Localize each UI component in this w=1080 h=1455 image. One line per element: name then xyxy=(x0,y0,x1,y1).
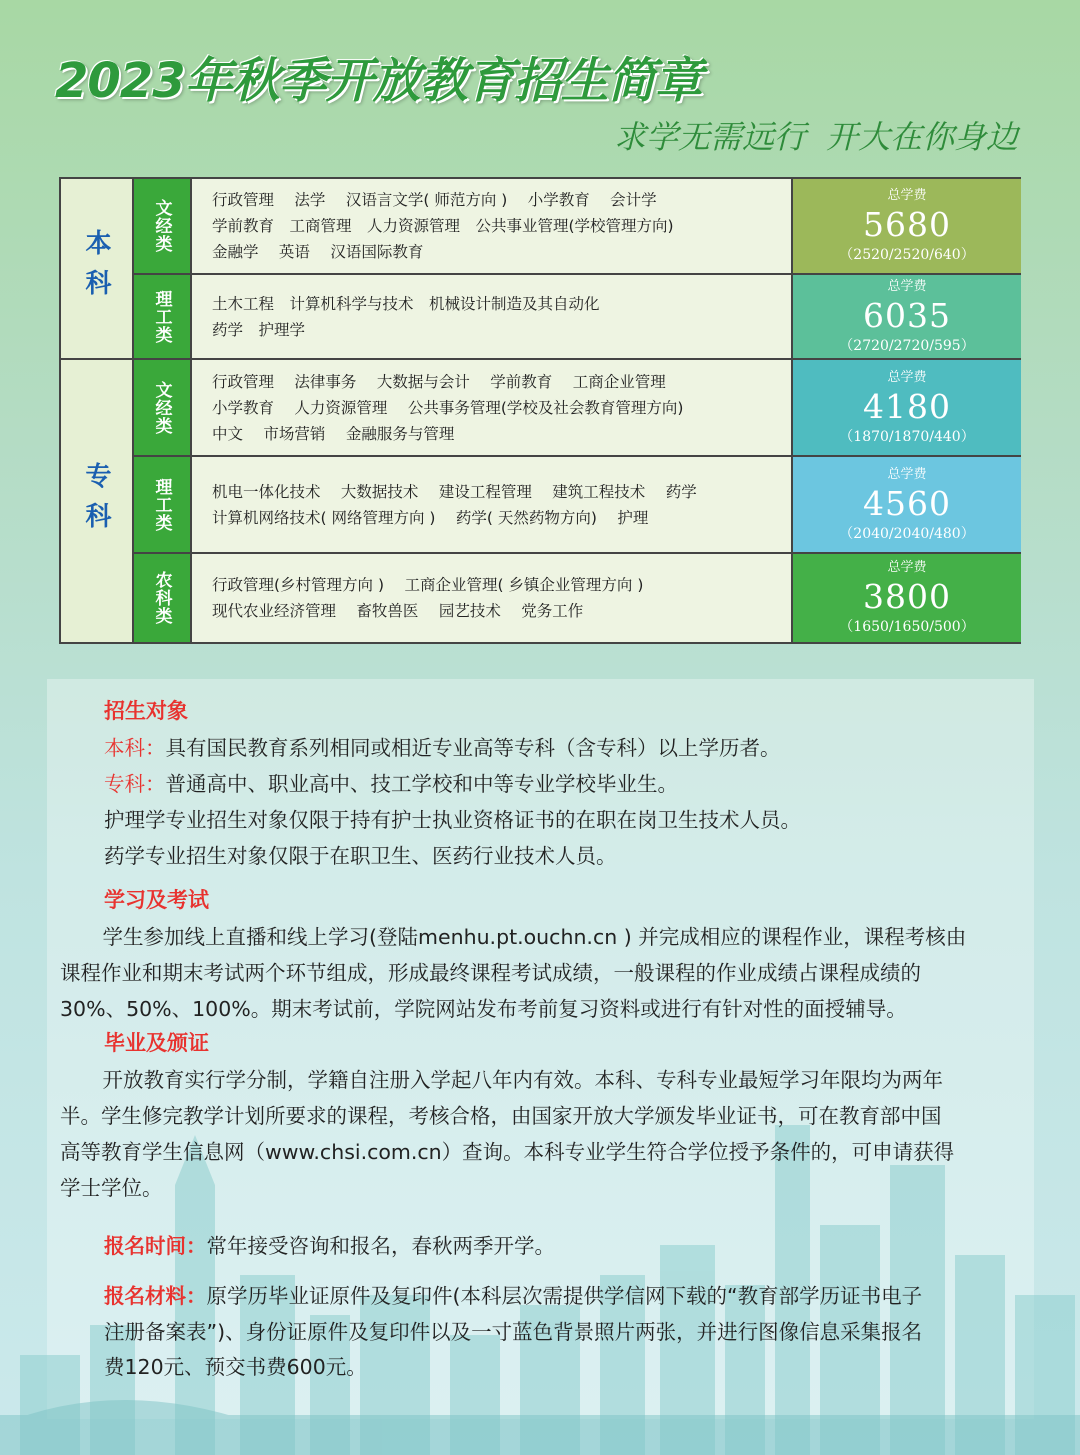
majors-list xyxy=(192,275,793,360)
benke-text: 具有国民教育系列相同或相近专业高等专科（含专科）以上学历者。 xyxy=(165,736,781,760)
zhuanke-requirement xyxy=(104,767,678,797)
fee-label: 总学费 xyxy=(887,466,927,482)
fee-cell xyxy=(793,275,1021,360)
major-line: 行政管理 法律事务 大数据与会计 学前教育 工商企业管理 xyxy=(212,372,666,391)
category-label: 农科类 xyxy=(134,554,192,642)
major-line: 现代农业经济管理 畜牧兽医 园艺技术 党务工作 xyxy=(212,602,584,620)
grad-line: 高等教育学生信息网（www.chsi.com.cn）查询。本科专业学生符合学位授予条件的，可申请获得 xyxy=(60,1140,955,1164)
fee-cell xyxy=(793,179,1021,275)
fee-table xyxy=(59,177,1021,644)
level-zhuanke: 专科 xyxy=(61,360,134,644)
majors-list xyxy=(192,360,793,457)
category-label: 文经类 xyxy=(134,360,192,457)
fee-cell xyxy=(793,457,1021,554)
fee-amount: 6035 xyxy=(863,295,951,335)
grad-line: 半。学生修完教学计划所要求的课程，考核合格，由国家开放大学颁发毕业证书，可在教育部中国 xyxy=(60,1104,942,1128)
materials-line: 费120元、预交书费600元。 xyxy=(104,1355,367,1379)
major-line: 药学 护理学 xyxy=(212,320,306,339)
major-line: 行政管理 法学 汉语言文学( 师范方向 ) 小学教育 会计学 xyxy=(212,191,657,209)
time-label: 报名时间： xyxy=(104,1234,207,1258)
major-line: 土木工程 计算机科学与技术 机械设计制造及其自动化 xyxy=(212,294,600,313)
fee-amount: 4560 xyxy=(863,483,951,523)
fee-cell xyxy=(793,360,1021,457)
fee-amount: 3800 xyxy=(863,577,951,616)
study-line: 30%、50%、100%。期末考试前，学院网站发布考前复习资料或进行有针对性的面授辅导。 xyxy=(60,997,907,1021)
fee-label: 总学费 xyxy=(887,188,927,203)
category-label: 文经类 xyxy=(134,179,192,275)
benke-requirement xyxy=(104,731,781,761)
major-line: 学前教育 工商管理 人力资源管理 公共事业管理(学校管理方向) xyxy=(212,217,674,235)
time-text: 常年接受咨询和报名，春秋两季开学。 xyxy=(206,1234,555,1258)
fee-amount: 5680 xyxy=(863,205,951,244)
material-label: 报名材料： xyxy=(104,1284,207,1308)
category-label: 理工类 xyxy=(134,457,192,554)
major-line: 机电一体化技术 大数据技术 建设工程管理 建筑工程技术 药学 xyxy=(212,482,697,501)
study-line: 学生参加线上直播和线上学习(登陆menhu.pt.ouchn.cn ) 并完成相应的课程作业，课程考核由 xyxy=(82,925,967,949)
major-line: 行政管理(乡村管理方向 ) 工商企业管理( 乡镇企业管理方向 ) xyxy=(212,576,644,594)
pharmacy-requirement: 药学专业招生对象仅限于在职卫生、医药行业技术人员。 xyxy=(104,844,617,868)
fee-breakdown: （1870/1870/440） xyxy=(839,428,975,445)
slogan: 求学无需远行 开大在你身边 xyxy=(613,118,1018,156)
majors-list xyxy=(192,457,793,554)
fee-breakdown: （2040/2040/480） xyxy=(839,525,975,542)
zhuanke-label: 专科： xyxy=(104,772,166,796)
study-line: 课程作业和期末考试两个环节组成，形成最终课程考试成绩，一般课程的作业成绩占课程成绩的 xyxy=(60,961,921,985)
materials-line xyxy=(104,1279,922,1309)
fee-breakdown: （2720/2720/595） xyxy=(839,337,975,354)
fee-breakdown: （1650/1650/500） xyxy=(839,619,975,635)
major-line: 金融学 英语 汉语国际教育 xyxy=(212,243,424,261)
grad-line: 开放教育实行学分制，学籍自注册入学起八年内有效。本科、专科专业最短学习年限均为两年 xyxy=(82,1068,943,1092)
registration-time xyxy=(104,1229,555,1259)
fee-cell xyxy=(793,554,1021,642)
fee-label: 总学费 xyxy=(887,278,927,294)
heading-study: 学习及考试 xyxy=(104,888,209,912)
fee-label: 总学费 xyxy=(887,560,927,575)
benke-label: 本科： xyxy=(104,736,166,760)
grad-line: 学士学位。 xyxy=(60,1176,163,1200)
majors-list xyxy=(192,554,793,642)
majors-list xyxy=(192,179,793,275)
fee-breakdown: （2520/2520/640） xyxy=(839,247,975,263)
heading-graduation: 毕业及颁证 xyxy=(104,1031,209,1055)
level-benke: 本科 xyxy=(61,179,134,360)
nursing-requirement: 护理学专业招生对象仅限于持有护士执业资格证书的在职在岗卫生技术人员。 xyxy=(104,808,801,832)
major-line: 小学教育 人力资源管理 公共事务管理(学校及社会教育管理方向) xyxy=(212,398,684,417)
category-label: 理工类 xyxy=(134,275,192,360)
page-title: 2023年秋季开放教育招生简章 xyxy=(55,53,702,109)
major-line: 计算机网络技术( 网络管理方向 ) 药学( 天然药物方向) 护理 xyxy=(212,508,649,527)
materials-line: 注册备案表”)、身份证原件及复印件以及一寸蓝色背景照片两张，并进行图像信息采集报名 xyxy=(104,1320,923,1344)
material-text: 原学历毕业证原件及复印件(本科层次需提供学信网下载的“教育部学历证书电子 xyxy=(206,1284,923,1308)
zhuanke-text: 普通高中、职业高中、技工学校和中等专业学校毕业生。 xyxy=(165,772,678,796)
major-line: 中文 市场营销 金融服务与管理 xyxy=(212,424,455,443)
fee-amount: 4180 xyxy=(863,386,951,426)
heading-target: 招生对象 xyxy=(104,699,188,723)
fee-label: 总学费 xyxy=(887,369,927,385)
